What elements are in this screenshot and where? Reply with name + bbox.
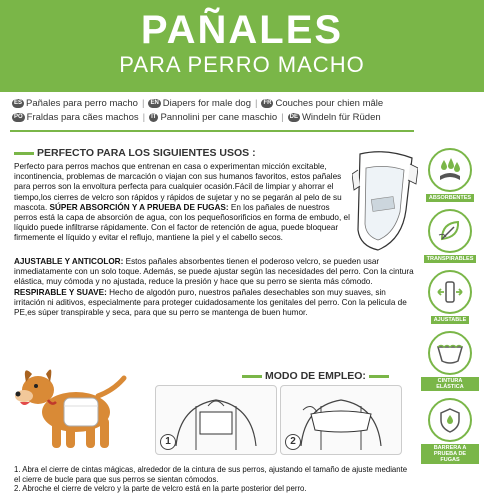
divider <box>10 130 414 132</box>
feature-adjustable: AJUSTABLE <box>420 270 480 324</box>
step-1-number: 1 <box>160 434 176 450</box>
diaper-illustration <box>352 150 418 254</box>
feature-absorbent: ABSORBENTES <box>420 148 480 202</box>
section-title-usage: MODO DE EMPLEO: <box>242 370 389 382</box>
description-text-features: AJUSTABLE Y ANTICOLOR: Estos pañales absorbentes tienen el poderoso velcro, se pueden usar inmediatamente con un solo toque. Además, se puede ajustar según las necesidades del perro. Con la cintura elástica, muy cómoda y no ajustada, reduce la presión y hace que su perro se sienta más cómodo. RESPIRABLE Y SUAVE: Hecho de algodón puro, nuestros pañales desechables son muy suaves, sin irritación ni aditivos, especialmente para proteger cuidadosamente los genitales del perro. Con la pelicula de PE,es súper transpirable y seca, para que su perro se mantenga de buen humor. <box>14 257 414 318</box>
language-item: IT Pannolini per cane maschio <box>151 111 278 123</box>
step-2-image <box>280 385 402 455</box>
title-accent <box>14 152 34 155</box>
description-text: Perfecto para perros machos que entrenan en casa o experimentan micción excitable, incontinencia, problemas de marcación o viajan con sus humanos favoritos, estos pañales para perros son la envoltura perfecta para cualquier ocasión.Fácil de limpiar y ahorrar el tiempo,los cierres de velcro son rápidos y rápidos de sujetar y no se pegarán al pelo de su mascota. SÚPER ABSORCIÓN Y A PRUEBA DE FUGAS: En los pañales de nuestros perros está la capa de absorción de agua, con los pequeñosorificios en forma de embudo, el líquido puede infiltrarse rápidamente. Con el factor de retención de agua, puede bloquear firmemente el líquido y evitar el reflujo, mantiene la piel y el cabello secos. <box>14 162 350 243</box>
language-row-1: ES Pañales para perro macho | EN Diapers for male dog | FR Couches pour chien mâle <box>14 97 384 109</box>
page-title: PAÑALES <box>140 8 344 52</box>
instruction-2: 2. Abroche el cierre de velcro y la parte de velcro está en la parte posterior del perro. <box>14 484 307 494</box>
dog-illustration <box>14 360 134 460</box>
leaf-icon <box>428 209 472 253</box>
feature-icons <box>420 148 480 471</box>
language-item: FR Couches pour chien mâle <box>263 97 384 109</box>
feature-elastic: CINTURA ELÁSTICA <box>420 331 480 391</box>
instruction-1: 1. Abra el cierre de cintas mágicas, alrededor de la cintura de sus perros, ajustando el tamaño de ajuste mediante el cierre de bucle para que sus perros se sientan cómodos. <box>14 465 408 484</box>
adjust-arrows-icon <box>428 270 472 314</box>
section-title-uses: PERFECTO PARA LOS SIGUIENTES USOS : <box>14 147 256 159</box>
title-accent <box>369 375 389 378</box>
title-accent <box>242 375 262 378</box>
language-item: PO Fraldas para cães machos <box>14 111 139 123</box>
feature-breathable: TRANSPIRABLES <box>420 209 480 263</box>
header-banner <box>0 0 484 92</box>
language-list <box>12 96 478 124</box>
shield-icon <box>428 398 472 442</box>
step-2-number: 2 <box>285 434 301 450</box>
water-drops-icon <box>428 148 472 192</box>
elastic-waist-icon <box>428 331 472 375</box>
language-row-2: PO Fraldas para cães machos | IT Pannolini per cane maschio | DE Windeln für Rüden <box>14 111 381 123</box>
feature-leakproof: BARRERA A PRUEBA DE FUGAS <box>420 398 480 464</box>
language-item: DE Windeln für Rüden <box>289 111 381 123</box>
language-item: EN Diapers for male dog <box>150 97 251 109</box>
page-subtitle: PARA PERRO MACHO <box>119 52 365 77</box>
language-item: ES Pañales para perro macho <box>14 97 138 109</box>
instructions-text <box>14 465 414 494</box>
step-1-image <box>155 385 277 455</box>
